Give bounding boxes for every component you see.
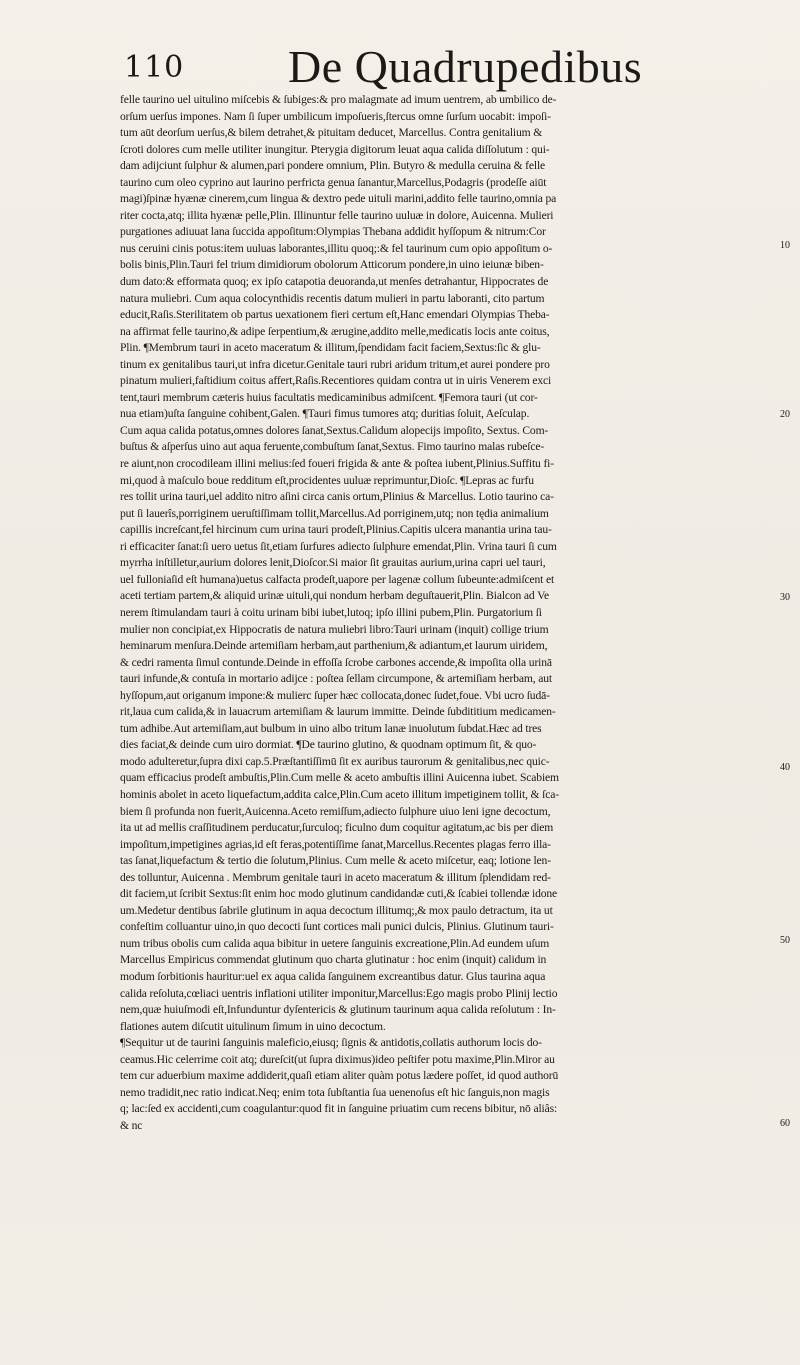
- text-line: ita ut ad mellis craſſitudinem perducatur,ſurculoq; ficulno dum coquitur agitatum,ac bis per diem: [120, 821, 554, 835]
- text-line: tum adhibe.Aut artemiſiam,aut bulbum in uino albo tritum lanæ inuolutum ſubdat.Hæc ad tres: [120, 721, 542, 735]
- text-line: hyſſopum,aut origanum impone:& mulierc ſuper hæc collocata,donec ſudet,foue. Vbi ucro ſudā-: [120, 688, 550, 702]
- text-line: ceamus.Hic celerrime coit atq; dureſcit(ut ſupra diximus)ideo peſtifer potu maxime,Plin.Miror au: [120, 1052, 555, 1066]
- text-line: flationes autem diſcutit uitulinum ſimum in uino decoctum.: [120, 1019, 386, 1033]
- text-line: rit,laua cum calida,& in lauacrum artemiſiam & laurum immitte. Deinde ſubdititium medicamen-: [120, 705, 556, 719]
- text-line: & cedri ramenta ſimul contunde.Deinde in effoſſa ſcrobe carbones accende,& impoſita olla urinā: [120, 655, 552, 669]
- text-line: dies faciat,& deinde cum uiro dormiat. ¶De taurino glutino, & quodnam optimum ſit, & quo-: [120, 738, 537, 752]
- running-title: De Quadrupedibus: [288, 41, 643, 92]
- text-line: & nc: [120, 1118, 143, 1132]
- text-line: na affirmat felle taurino,& adipe ſerpentium,& ærugine,addito melle,medicatis locis ante coitus,: [120, 324, 550, 338]
- text-line: hominis abolet in aceto liquefactum,addita calce,Plin.Cum aceto illitum impetiginem tollit, & ſca-: [120, 787, 559, 801]
- text-line: nem,quæ huiuſmodi eſt,Infunduntur dyſentericis & glutinum taurinum aqua calida reſolutum : In-: [120, 1003, 556, 1017]
- margin-line-number: 20: [780, 409, 790, 420]
- margin-line-number: 40: [780, 762, 790, 773]
- text-line: mulier non concipiat,ex Hippocratis de natura muliebri libro:Tauri urinam (inquit) collige trium: [120, 622, 549, 636]
- text-line: impoſitum,impetigines agrias,id eſt feras,potentiſſime ſanat,Marcellus.Recentes plagas ferro illa-: [120, 837, 551, 851]
- text-line: buſtus & aſperſus uino aut aqua feruente,combuſtum ſanat,Sextus. Fimo taurino malas rubeſce-: [120, 440, 545, 454]
- text-line: nerem ſtimulandam tauri à coitu urinam bibi iubet,lutoq; ipſo illini pubem,Plin. Purgatorium ſi: [120, 605, 542, 619]
- text-line: uel fulloniaſid eſt humana)uetus calfacta prodeſt,uapore per lagenæ collum ſubeunte:admiſcent et: [120, 572, 555, 586]
- text-line: bolis binis,Plin.Tauri fel trium dimidiorum obolorum Atticorum pondere,in uino ieiunæ biben-: [120, 258, 544, 272]
- text-line: um.Medetur dentibus ſabrile glutinum in aqua decoctum illitumq;,& mox paulo detractum, ita ut: [120, 903, 553, 917]
- text-line: tauri infunde,& contuſa in mortario adijce : poſtea ſellam circumpone, & artemiſiam herbam, aut: [120, 672, 552, 686]
- text-line: Cum aqua calida potatus,omnes dolores ſanat,Sextus.Calidum alopecijs impoſito, Sextus. Com-: [120, 423, 549, 437]
- text-line: taurino cum oleo cyprino aut laurino perfricta genua ſanantur,Marcellus,Podagris (prodeſſe aiūt: [120, 175, 547, 189]
- text-line: calida reſoluta,cœliaci uentris inflationi utiliter imponitur,Marcellus:Ego magis probo Plinij lectio: [120, 986, 558, 1000]
- text-line: capillis increſcant,fel hircinum cum urina tauri prodeſt,Plinius.Capitis ulcera manantia urina tau-: [120, 523, 552, 537]
- text-line: ¶Sequitur ut de taurini ſanguinis maleficio,eiusq; ſignis & antidotis,collatis authorum locis do-: [120, 1036, 542, 1050]
- text-line: ſcroti dolores cum melle utiliter inungitur. Pterygia digitorum leuat aqua calida diſſolutum : qui-: [120, 142, 550, 156]
- text-line: dam adijciunt ſulphur & alumen,pari pondere omnium, Plin. Butyro & medulla ceruina & felle: [120, 159, 546, 173]
- body-text: [120, 92, 780, 1134]
- text-line: modum ſorbitionis hauritur:uel ex aqua calida ſanguinem excreantibus datur. Glus taurina aqua: [120, 969, 546, 983]
- text-line: num tribus obolis cum calida aqua bibitur in uetere ſanguinis excreatione,Plin.Ad eundem uſum: [120, 936, 550, 950]
- text-line: confeſtim colluantur uino,in quo decocti ſunt cortices mali punici dulcis, Plinius. Glutinum tauri-: [120, 920, 554, 934]
- text-line: tas ſanat,liquefactum & tertio die ſolutum,Plinius. Cum melle & aceto miſcetur, eaq; lotione len-: [120, 854, 551, 868]
- text-line: aceti tertiam partem,& aliquid urinæ uituli,qui nondum herbam deguſtauerit,Plin. Bialcon ad Ve: [120, 589, 550, 603]
- text-line: quam efficacius prodeſt ambuſtis,Plin.Cum melle & aceto ambuſtis illini Auicenna iubet. Scabiem: [120, 771, 559, 785]
- text-line: tent,tauri membrum cæteris huius facultatis medicaminibus admiſcent. ¶Femora tauri (ut cor-: [120, 390, 538, 404]
- text-line: dum dato:& efformata quoq; ex ipſo catapotia deuoranda,ut menſes detrahantur, Hippocrates de: [120, 275, 549, 289]
- text-line: educit,Raſis.Sterilitatem ob partus uexationem fieri certum eſt,Hanc emendari Olympias Theba-: [120, 308, 550, 322]
- page-header: [118, 40, 678, 92]
- text-line: purgationes adiuuat lana ſuccida appoſitum:Olympias Thebana addidit hyſſopum & nitrum:Cor: [120, 225, 546, 239]
- text-line: re aiunt,non crocodileam illini melius:ſed foueri frigida & ante & poſtea iubent,Plinius.Suffitu fi-: [120, 457, 554, 471]
- text-line: felle taurino uel uitulino miſcebis & ſubiges:& pro malagmate ad imum uentrem, ab umbilico de-: [120, 93, 557, 106]
- text-line: nua etiam)uſta ſanguine cohibent,Galen. ¶Tauri fimus tumores atq; duritias ſoluit, Aeſculap.: [120, 407, 530, 421]
- margin-line-number: 10: [780, 240, 790, 251]
- text-line: biem ſi profunda non fuerit,Auicenna.Aceto remiſſum,adiecto ſulphure uiuo leni igne decoctum,: [120, 804, 551, 818]
- text-line: orſum uerſus impones. Nam ſi ſuper umbilicum impoſueris,ſtercus omne ſurſum uocabit: impoſi-: [120, 109, 551, 123]
- text-line: put ſi lauerîs,porriginem ueruſtiſſimam tollit,Marcellus.Ad porriginem,utq; non tędia animalium: [120, 506, 549, 520]
- text-line: Marcellus Empiricus commendat glutinum quo charta glutinatur : hoc enim (inquit) calidum in: [120, 953, 547, 967]
- text-line: Plin. ¶Membrum tauri in aceto maceratum & illitum,ſpendidam facit faciem,Sextus:ſic & glu-: [120, 341, 541, 355]
- margin-line-number: 60: [780, 1118, 790, 1129]
- text-line: tum aūt deorſum uerſus,& bilem detrahet,& pituitam deducet, Marcellus. Contra genitalium &: [120, 126, 543, 140]
- text-line: res tollit urina tauri,uel addito nitro aſini circa canis ortum,Plinius & Marcellus. Lotio taurino ca-: [120, 490, 554, 504]
- text-line: q; lac:ſed ex accidenti,cum coagulantur:quod fit in ſanguine priuatim cum recens bibitur, nō aliâs:: [120, 1102, 558, 1116]
- text-line: heminarum menſura.Deinde artemiſiam herbam,aut parthenium,& adiantum,et laurum uiridem,: [120, 639, 548, 653]
- text-line: nemo tradidit,nec ratio indicat.Neq; enim tota ſubſtantia ſua uenenoſus eſt hic ſanguis,non magis: [120, 1085, 550, 1099]
- text-line: tinum ex genitalibus tauri,ut infra dicetur.Genitale tauri rubri aridum tritum,et aurei pondere pro: [120, 357, 550, 371]
- text-line: mi,quod à maſculo boue redditum eſt,procidentes uuluæ reprimuntur,Dioſc. ¶Lepras ac furfu: [120, 473, 534, 487]
- text-line: tem cur aduerbium maxime addiderit,quaſi etiam aliter quàm potus lædere poſſet, id quod authorū: [120, 1069, 559, 1083]
- folio-number: 110: [124, 50, 185, 85]
- text-line: ri efficaciter ſanat:ſi uero uetus ſit,etiam ſurfures adiecto ſulphure emendat,Plin. Vrina tauri ſi cum: [120, 539, 557, 553]
- text-line: riter cocta,atq; illita hyænæ pelle,Plin. Illinuntur felle taurino uuluæ in dolore, Auicenna. Mulieri: [120, 208, 554, 222]
- text-line: des tolluntur, Auicenna . Membrum genitale tauri in aceto maceratum & illitum ſplendidam red-: [120, 870, 551, 884]
- text-line: natura muliebri. Cum aqua colocynthidis recentis datum mulieri in partu laboranti, cito partum: [120, 291, 545, 305]
- text-line: magi)ſpinæ hyænæ cinerem,cum lingua & dextro pede uituli marini,addito felle taurino,omnia pa: [120, 192, 557, 206]
- text-line: pinatum mulieri,faſtidium coitus affert,Raſis.Recentiores quidam contra ut in uiris Venerem exci: [120, 374, 552, 388]
- text-line: myrrha inſtilletur,aurium dolores lenit,Dioſcor.Si maior ſit grauitas aurium,urina capri uel tauri,: [120, 556, 546, 570]
- margin-line-number: 30: [780, 592, 790, 603]
- text-line: dit faciem,ut ſcribit Sextus:ſit enim hoc modo glutinum candidandæ cuti,& ſcabiei tollendæ idone: [120, 887, 558, 901]
- text-line: modo adulteretur,ſupra dixi cap.5.Præſtantiſſimū ſit ex auribus taurorum & genitalibus,nec quic-: [120, 754, 550, 768]
- margin-line-number: 50: [780, 935, 790, 946]
- text-line: nus ceruini cinis potus:item uuluas laborantes,illitu quoq;:& fel taurinum cum opio appoſitum o-: [120, 241, 553, 255]
